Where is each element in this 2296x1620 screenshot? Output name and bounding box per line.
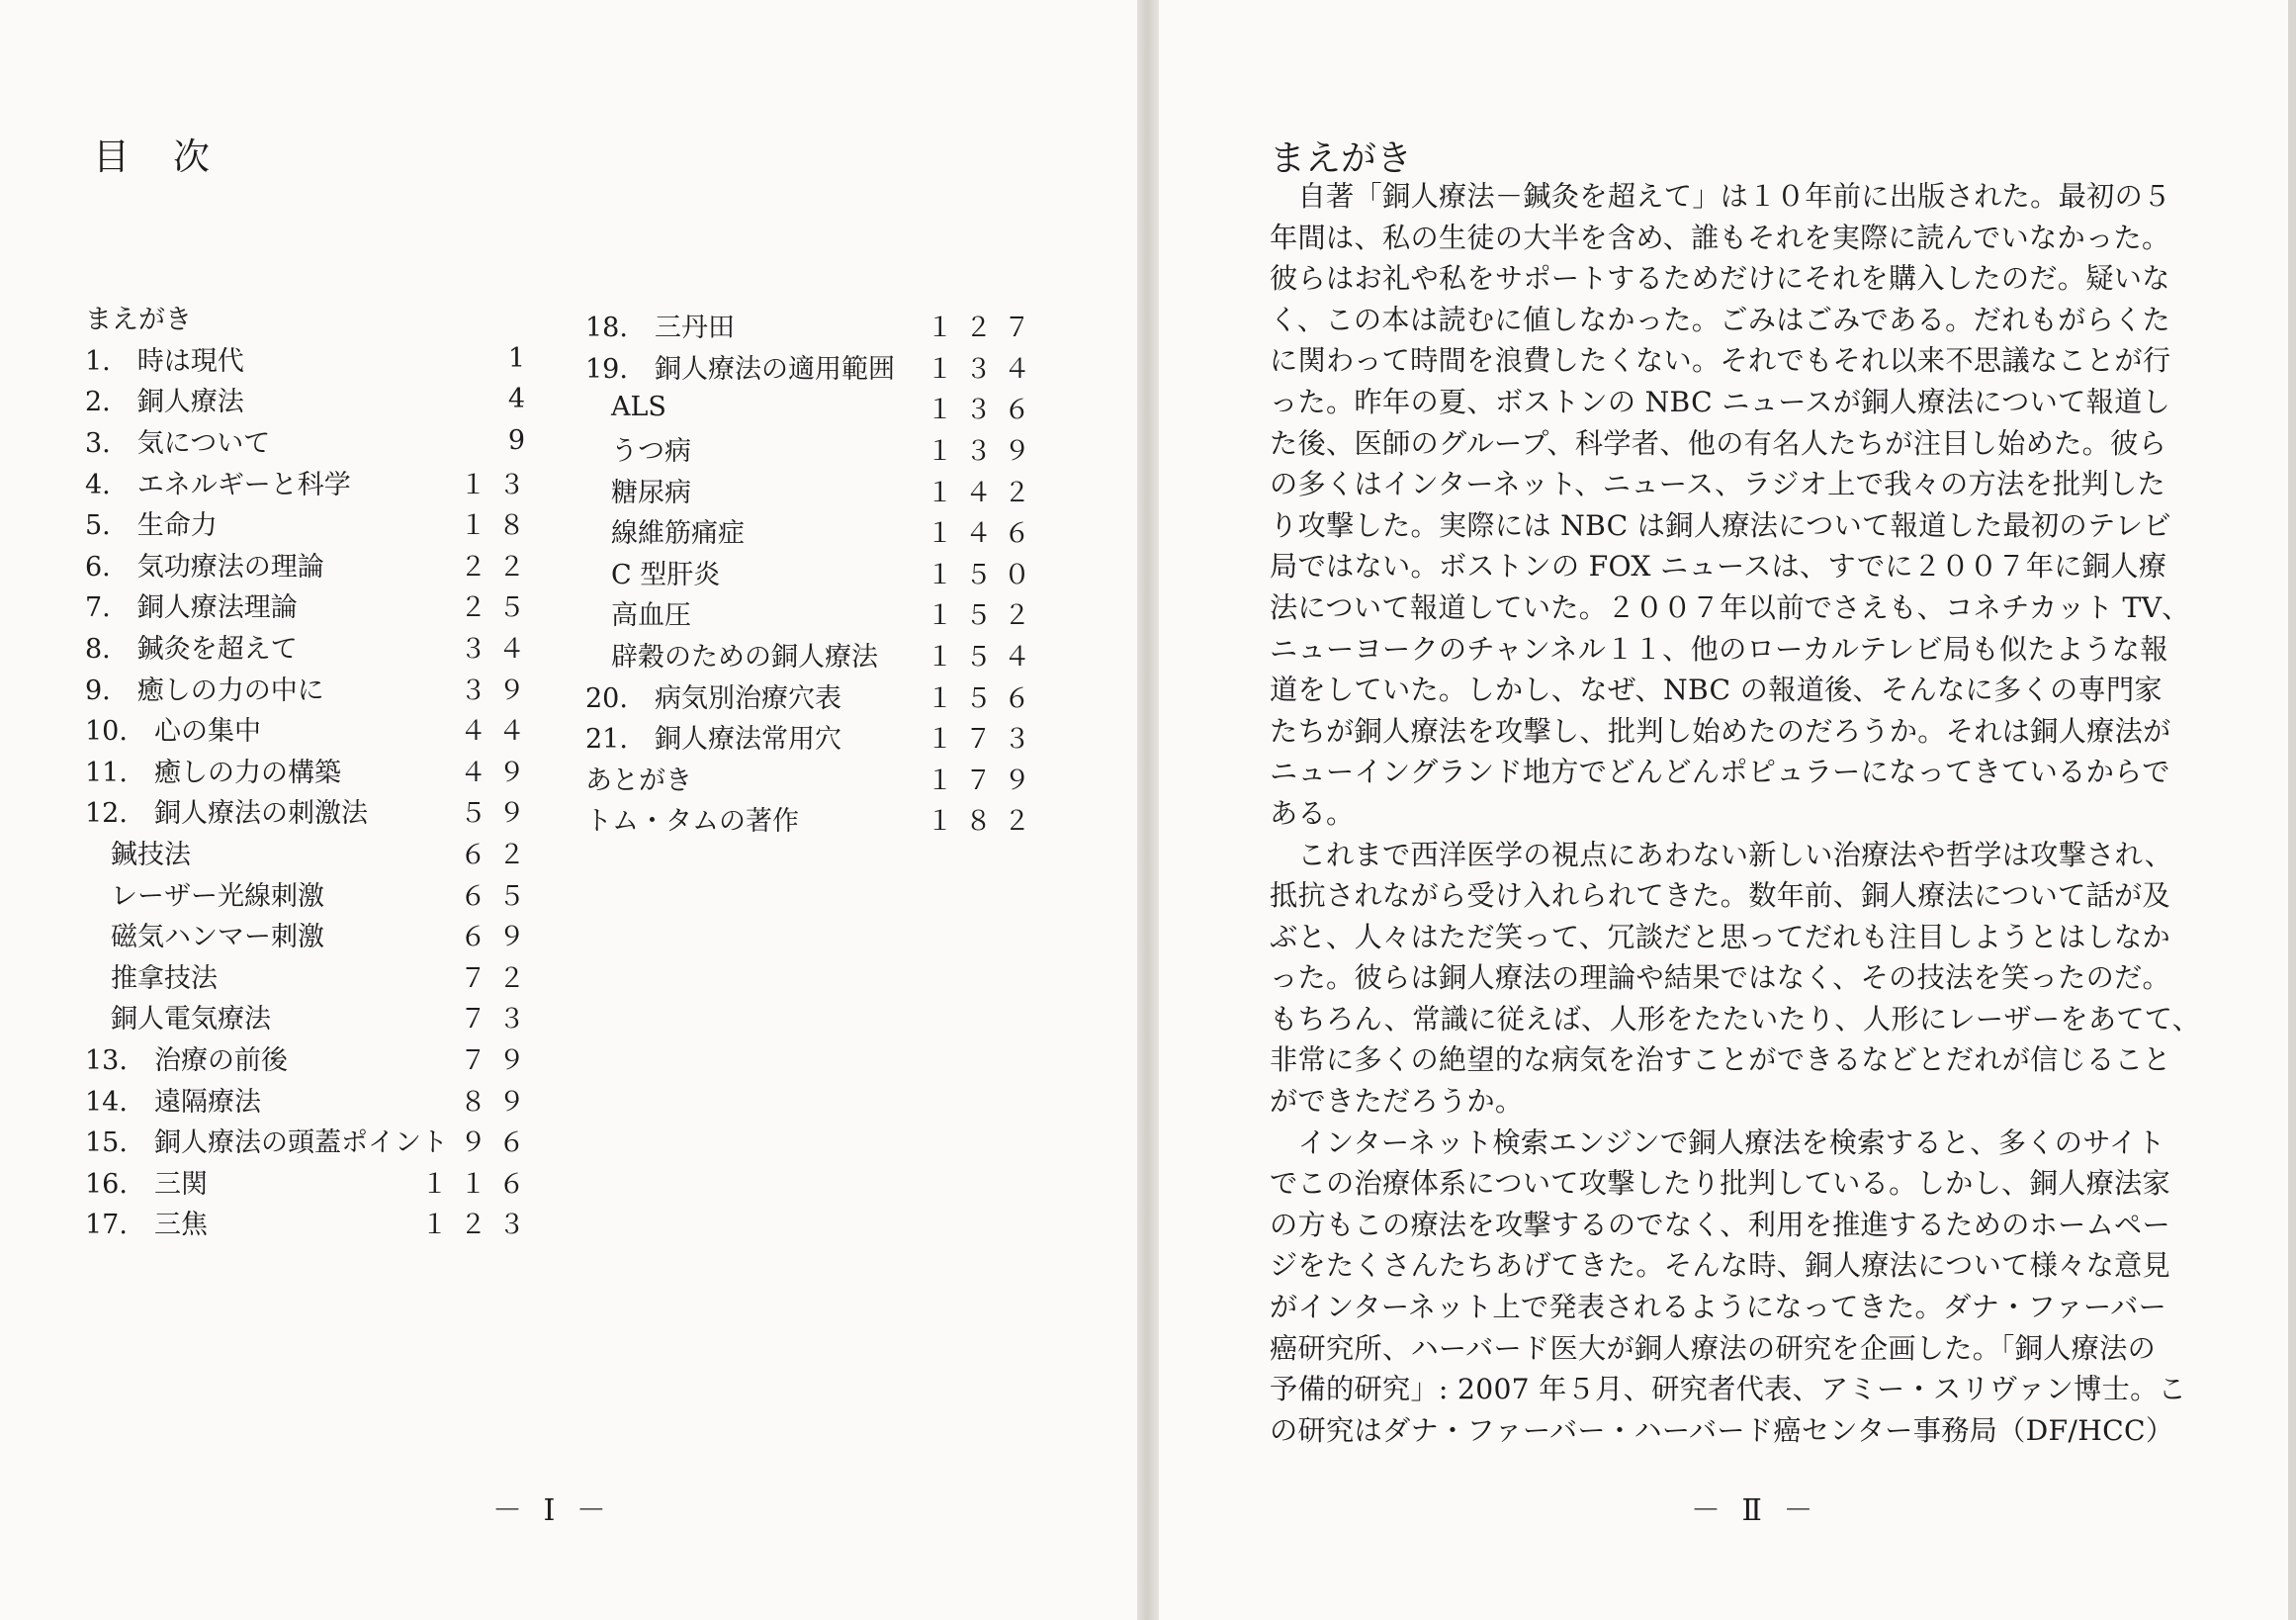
- toc-entry: [85, 1120, 537, 1161]
- toc-entry: [85, 502, 537, 544]
- toc-entry-label: 7. 銅人療法理論: [85, 592, 298, 624]
- toc-entry-page: １３６: [927, 395, 1042, 426]
- preface-line: 年間は、私の生徒の大半を含め、誰もそれを実際に読んでいなかった。: [1270, 221, 2170, 254]
- toc-entry-label: 17. 三焦: [85, 1210, 208, 1241]
- preface-line: った。昨年の夏、ボストンの NBC ニュースが銅人療法について報道し: [1270, 385, 2171, 418]
- toc-entry-page: ３４: [460, 634, 537, 666]
- toc-entry: [85, 708, 537, 750]
- toc-entry-label: 15. 銅人療法の頭蓋ポイント: [85, 1127, 448, 1159]
- toc-entry-page: １５６: [927, 682, 1042, 714]
- toc-entry: [585, 592, 1042, 634]
- toc-entry-label: 糖尿病: [611, 477, 691, 508]
- toc-entry-label: まえがき: [85, 305, 192, 336]
- toc-title-char-2: 次: [173, 135, 210, 178]
- toc-entry: [585, 469, 1042, 510]
- preface-line: ができただろうか。: [1270, 1085, 1524, 1119]
- toc-entry-page: ４９: [460, 757, 537, 788]
- toc-entry: [585, 798, 1042, 840]
- toc-entry-label: 3. 気について: [85, 428, 271, 460]
- toc-entry-page: 9: [507, 425, 537, 457]
- toc-entry-label: 10. 心の集中: [85, 716, 261, 748]
- toc-entry-label: 19. 銅人療法の適用範囲: [585, 353, 895, 385]
- toc-entry: [85, 1078, 537, 1120]
- preface-line: でこの治療体系について攻撃したり批判している。しかし、銅人療法家: [1270, 1167, 2171, 1201]
- toc-entry-label: 2. 銅人療法: [85, 387, 244, 418]
- toc-entry-page: ７３: [460, 1004, 537, 1035]
- toc-entry-page: ４４: [460, 716, 537, 748]
- toc-entry: [85, 338, 537, 380]
- toc-column-right: [585, 305, 1042, 840]
- toc-entry-page: １５２: [927, 600, 1042, 632]
- toc-entry-page: １４６: [927, 518, 1042, 550]
- toc-entry: [85, 585, 537, 626]
- toc-entry-page: ３９: [460, 675, 537, 706]
- toc-entry-label: うつ病: [611, 436, 691, 468]
- preface-line: の方もこの療法を攻撃するのでなく、利用を推進するためのホームペー: [1270, 1208, 2171, 1241]
- toc-entry-page: ２２: [460, 551, 537, 583]
- toc-entry: [585, 305, 1042, 346]
- toc-entry: [85, 832, 537, 873]
- book-spine-gutter: [1137, 0, 1159, 1620]
- preface-line: これまで西洋医学の視点にあわない新しい治療法や哲学は攻撃され、: [1270, 838, 2173, 871]
- toc-entry: [85, 1037, 537, 1079]
- toc-entry-label: 推拿技法: [111, 962, 218, 994]
- preface-line: った。彼らは銅人療法の理論や結果ではなく、その技法を笑ったのだ。: [1270, 961, 2171, 995]
- toc-entry: [85, 872, 537, 914]
- toc-entry-label: 4. エネルギーと科学: [85, 469, 351, 500]
- toc-entry-label: 9. 癒しの力の中に: [85, 675, 324, 706]
- preface-line: 彼らはお礼や私をサポートするためだけにそれを購入したのだ。疑いな: [1270, 262, 2170, 296]
- toc-entry: [585, 634, 1042, 675]
- toc-entry-label: 6. 気功療法の理論: [85, 551, 324, 583]
- toc-entry-label: 18. 三丹田: [585, 313, 735, 344]
- right-page-preface: [1159, 0, 2296, 1620]
- left-page-toc: [0, 0, 1137, 1620]
- toc-entry: [585, 675, 1042, 716]
- toc-entry-label: 14. 遠隔療法: [85, 1086, 261, 1118]
- preface-line: たちが銅人療法を攻撃し、批判し始めたのだろうか。それは銅人療法が: [1270, 714, 2171, 748]
- toc-entry-page: １３４: [927, 353, 1042, 385]
- toc-entry-page: 1: [507, 342, 537, 374]
- toc-entry: [85, 420, 537, 462]
- preface-line: り攻撃した。実際には NBC は銅人療法について報道した最初のテレビ: [1270, 508, 2171, 542]
- toc-entry-page: １７９: [927, 765, 1042, 796]
- preface-line: た後、医師のグループ、科学者、他の有名人たちが注目し始めた。彼ら: [1270, 426, 2167, 460]
- toc-entry-page: １４２: [927, 477, 1042, 508]
- toc-entry-label: 21. 銅人療法常用穴: [585, 724, 841, 756]
- toc-entry-label: 磁気ハンマー刺激: [111, 922, 324, 953]
- toc-entry: [85, 667, 537, 708]
- preface-line: 予備的研究」: 2007 年５月、研究者代表、アミー・スリヴァン博士。こ: [1270, 1373, 2187, 1406]
- toc-entry-label: 20. 病気別治療穴表: [585, 682, 841, 714]
- page-number-left: － Ⅰ －: [492, 1493, 612, 1528]
- toc-entry: [585, 346, 1042, 388]
- toc-entry-page: １８２: [927, 806, 1042, 838]
- toc-entry-page: ９６: [460, 1127, 537, 1159]
- toc-entry-page: １２７: [927, 313, 1042, 344]
- toc-entry-label: 銅人電気療法: [111, 1004, 271, 1035]
- toc-entry-label: 8. 鍼灸を超えて: [85, 634, 298, 666]
- toc-entry-label: トム・タムの著作: [585, 806, 799, 838]
- preface-line: 自著「銅人療法－鍼灸を超えて」は１０年前に出版された。最初の５: [1270, 180, 2171, 213]
- toc-entry-page: ６９: [460, 922, 537, 953]
- preface-title: まえがき: [1270, 138, 1413, 179]
- toc-entry-label: ALS: [611, 392, 666, 423]
- preface-line: 法について報道していた。２００７年以前でさえも、コネチカット TV、: [1270, 590, 2190, 624]
- toc-entry: [585, 510, 1042, 552]
- toc-entry: [85, 996, 537, 1037]
- toc-entry-page: １１６: [421, 1168, 537, 1200]
- preface-line: ぶと、人々はただ笑って、冗談だと思ってだれも注目しようとはしなか: [1270, 920, 2171, 953]
- toc-entry: [585, 428, 1042, 470]
- toc-title: [93, 127, 210, 180]
- toc-entry: [85, 461, 537, 502]
- preface-line: 癌研究所、ハーバード医大が銅人療法の研究を企画した。「銅人療法の: [1270, 1331, 2157, 1365]
- toc-entry: [85, 914, 537, 955]
- preface-line: 非常に多くの絶望的な病気を治すことができるなどとだれが信じること: [1270, 1043, 2171, 1077]
- toc-entry-label: レーザー光線刺激: [111, 880, 324, 912]
- preface-line: ニューヨークのチャンネル１１、他のローカルテレビ局も似たような報: [1270, 632, 2168, 666]
- toc-entry: [585, 552, 1042, 593]
- toc-entry-page: １３９: [927, 436, 1042, 468]
- toc-entry-page: ６５: [460, 880, 537, 912]
- toc-entry: [85, 790, 537, 832]
- toc-entry: [85, 1202, 537, 1243]
- toc-entry-label: C 型肝炎: [611, 559, 721, 590]
- preface-line: もちろん、常識に従えば、人形をたたいたり、人形にレーザーをあてて、: [1270, 1002, 2201, 1035]
- preface-line: ジをたくさんたちあげてきた。そんな時、銅人療法について様々な意見: [1270, 1249, 2171, 1283]
- toc-entry: [85, 379, 537, 420]
- preface-line: 抵抗されながら受け入れられてきた。数年前、銅人療法について話が及: [1270, 879, 2171, 913]
- page-edge-right: [2288, 0, 2296, 1620]
- toc-entry-label: 1. 時は現代: [85, 345, 244, 377]
- toc-entry-label: 5. 生命力: [85, 510, 218, 542]
- toc-entry-label: 16. 三関: [85, 1168, 208, 1200]
- toc-entry: [85, 626, 537, 668]
- toc-entry-label: あとがき: [585, 765, 692, 796]
- toc-entry-page: ７２: [460, 962, 537, 994]
- toc-entry: [85, 544, 537, 585]
- toc-entry: [85, 297, 525, 338]
- preface-line: 道をしていた。しかし、なぜ、NBC の報道後、そんなに多くの専門家: [1270, 674, 2163, 707]
- preface-line: 局ではない。ボストンの FOX ニュースは、すでに２００７年に銅人療: [1270, 550, 2167, 584]
- toc-entry-page: １５０: [927, 559, 1042, 590]
- preface-line: インターネット検索エンジンで銅人療法を検索すると、多くのサイト: [1270, 1125, 2165, 1159]
- preface-line: の研究はダナ・ファーバー・ハーバード癌センター事務局（DF/HCC）: [1270, 1413, 2174, 1447]
- toc-column-left: [85, 297, 537, 1243]
- preface-line: ニューイングランド地方でどんどんポピュラーになってきているからで: [1270, 756, 2170, 789]
- page-number-right: － Ⅱ －: [1691, 1493, 1819, 1528]
- preface-body: [1270, 176, 2258, 1451]
- toc-entry-label: 12. 銅人療法の刺激法: [85, 798, 368, 830]
- toc-entry-label: 鍼技法: [111, 840, 191, 871]
- preface-line: ある。: [1270, 796, 1355, 830]
- preface-line: に関わって時間を浪費したくない。それでもそれ以来不思議なことが行: [1270, 344, 2171, 378]
- toc-entry-page: １８: [460, 510, 537, 542]
- preface-line: がインターネット上で発表されるようになってきた。ダナ・ファーバー: [1270, 1291, 2167, 1324]
- toc-entry: [585, 758, 1042, 799]
- toc-title-char-1: 目: [93, 135, 130, 178]
- toc-entry: [85, 1160, 537, 1202]
- preface-line: の多くはインターネット、ニュース、ラジオ上で我々の方法を批判した: [1270, 468, 2165, 501]
- toc-entry-label: 11. 癒しの力の構築: [85, 757, 341, 788]
- toc-entry-page: ５９: [460, 798, 537, 830]
- toc-entry-page: ６２: [460, 840, 537, 871]
- toc-entry-label: 辟穀のための銅人療法: [611, 642, 878, 674]
- toc-entry-page: １７３: [927, 724, 1042, 756]
- toc-entry-page: １３: [460, 469, 537, 500]
- toc-entry-label: 高血圧: [611, 600, 691, 632]
- toc-entry: [85, 750, 537, 791]
- toc-entry-page: １５４: [927, 642, 1042, 674]
- toc-entry-page: ７９: [460, 1044, 537, 1076]
- toc-entry: [585, 387, 1042, 428]
- toc-entry-page: ８９: [460, 1086, 537, 1118]
- toc-entry-page: 4: [507, 384, 537, 415]
- toc-entry-page: １２３: [421, 1210, 537, 1241]
- preface-line: く、この本は読むに値しなかった。ごみはごみである。だれもがらくた: [1270, 303, 2171, 336]
- toc-entry: [85, 955, 537, 997]
- toc-entry-label: 13. 治療の前後: [85, 1044, 288, 1076]
- toc-entry-page: ２５: [460, 592, 537, 624]
- toc-entry: [585, 716, 1042, 758]
- toc-entry-label: 線維筋痛症: [611, 518, 745, 550]
